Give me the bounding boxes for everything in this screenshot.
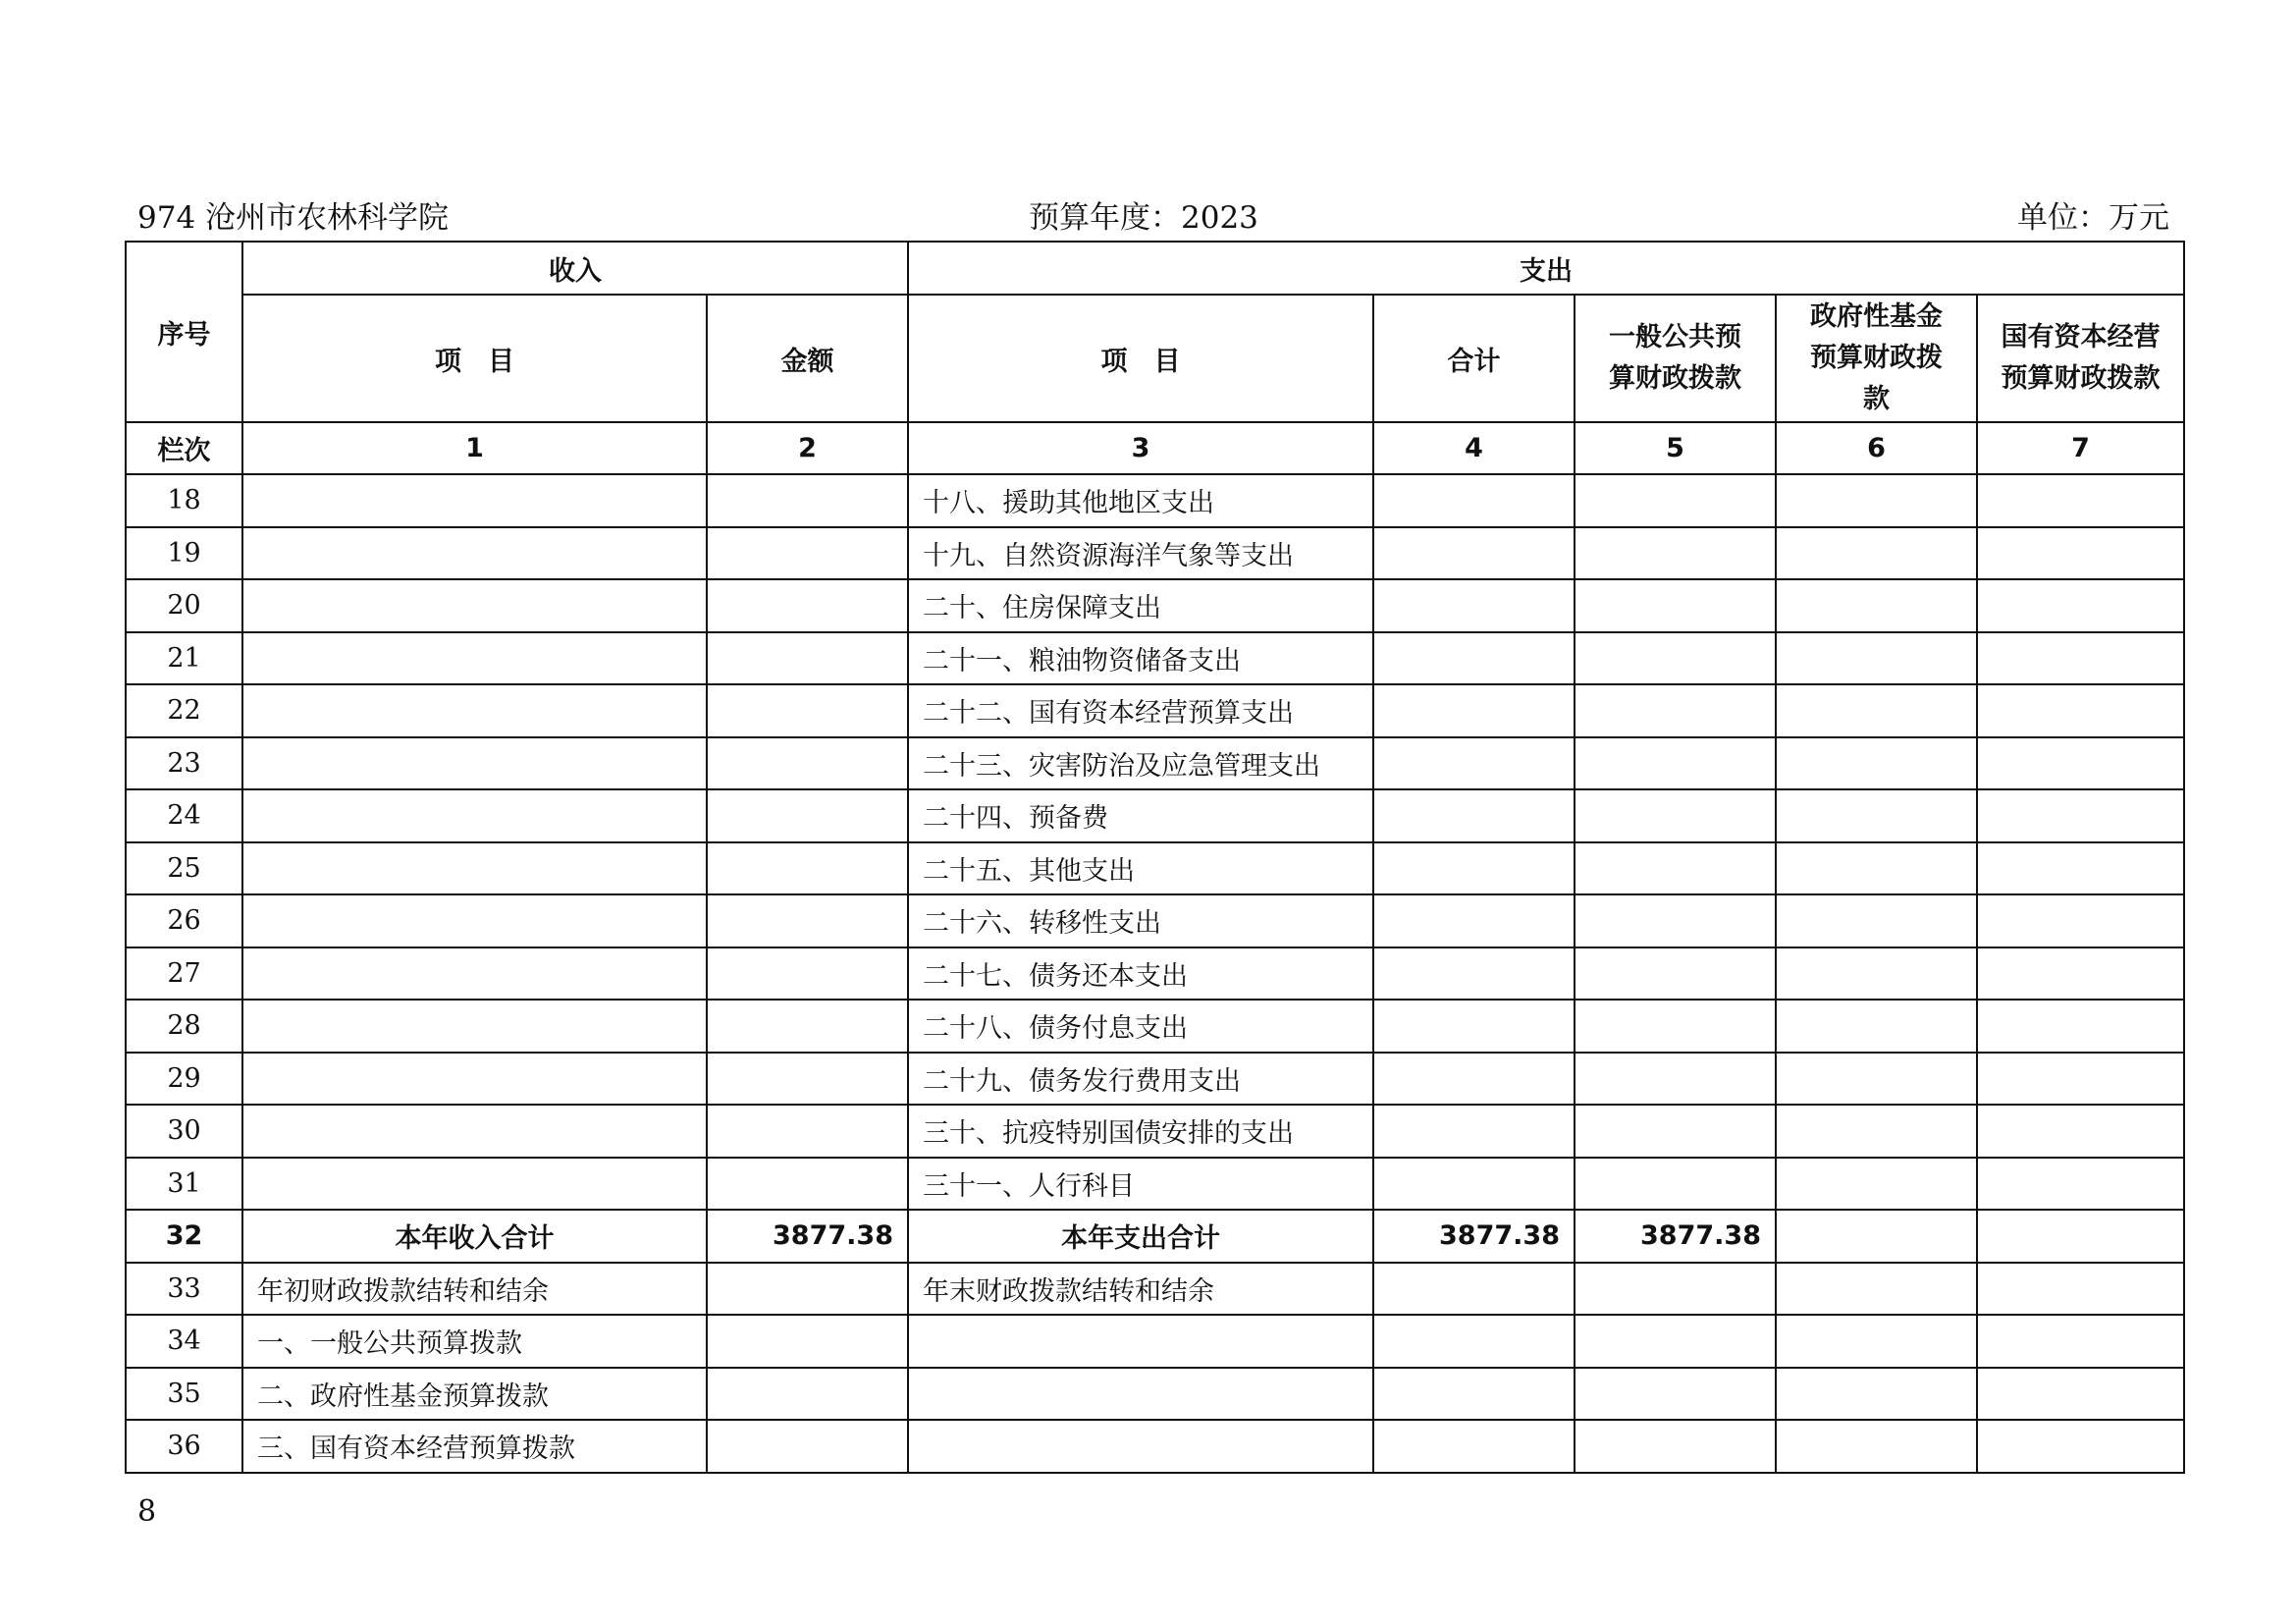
expense-state: [1977, 842, 2184, 895]
row-seq: 22: [126, 684, 242, 737]
row-seq: 32: [126, 1210, 242, 1263]
column-number: 6: [1776, 422, 1977, 474]
expense-total: [1373, 1053, 1575, 1106]
expense-fund: [1776, 1263, 1977, 1316]
expense-fund: [1776, 789, 1977, 842]
expense-state: [1977, 1105, 2184, 1158]
income-item: 一、一般公共预算拨款: [242, 1315, 707, 1368]
expense-general: [1575, 579, 1776, 632]
expense-item: 十九、自然资源海洋气象等支出: [908, 527, 1373, 580]
expense-item: 本年支出合计: [908, 1210, 1373, 1263]
row-seq: 33: [126, 1263, 242, 1316]
row-seq: 36: [126, 1420, 242, 1473]
table-row: [126, 684, 2184, 737]
expense-state: [1977, 947, 2184, 1001]
expense-item: 二十、住房保障支出: [908, 579, 1373, 632]
expense-fund: [1776, 527, 1977, 580]
expense-total: [1373, 1000, 1575, 1053]
page-header: [126, 189, 2169, 236]
expense-total: [1373, 1105, 1575, 1158]
expense-fund: [1776, 894, 1977, 947]
expense-state: [1977, 737, 2184, 790]
currency-unit: 单位：万元: [2017, 200, 2169, 236]
expense-total: [1373, 684, 1575, 737]
income-item: 二、政府性基金预算拨款: [242, 1368, 707, 1421]
column-number: 3: [908, 422, 1373, 474]
row-seq: 34: [126, 1315, 242, 1368]
income-item: [242, 842, 707, 895]
expense-fund: [1776, 474, 1977, 527]
expense-total: [1373, 1368, 1575, 1421]
expense-fund: [1776, 1000, 1977, 1053]
expense-total: [1373, 527, 1575, 580]
table-row: [126, 579, 2184, 632]
expense-state: [1977, 1210, 2184, 1263]
expense-general: [1575, 947, 1776, 1001]
expense-total: [1373, 632, 1575, 685]
income-amount: [707, 579, 908, 632]
expense-general: [1575, 1368, 1776, 1421]
table-row: [126, 527, 2184, 580]
expense-item: 二十九、债务发行费用支出: [908, 1053, 1373, 1106]
column-number: 2: [707, 422, 908, 474]
income-amount: [707, 1420, 908, 1473]
table-row: [126, 1263, 2184, 1316]
expense-general: [1575, 1420, 1776, 1473]
header-expense-general: 一般公共预算财政拨款: [1575, 295, 1776, 422]
expense-item: 二十七、债务还本支出: [908, 947, 1373, 1001]
table-row: [126, 737, 2184, 790]
table-row: [126, 789, 2184, 842]
expense-item: 二十一、粮油物资储备支出: [908, 632, 1373, 685]
expense-total: [1373, 737, 1575, 790]
expense-total: [1373, 1263, 1575, 1316]
expense-state: [1977, 527, 2184, 580]
expense-item: [908, 1420, 1373, 1473]
expense-state: [1977, 1368, 2184, 1421]
expense-total: [1373, 947, 1575, 1001]
income-item: [242, 894, 707, 947]
expense-general: 3877.38: [1575, 1210, 1776, 1263]
table-row: [126, 1210, 2184, 1263]
expense-general: [1575, 474, 1776, 527]
expense-general: [1575, 684, 1776, 737]
income-item: [242, 527, 707, 580]
expense-general: [1575, 527, 1776, 580]
expense-general: [1575, 1315, 1776, 1368]
income-item: 年初财政拨款结转和结余: [242, 1263, 707, 1316]
income-item: [242, 632, 707, 685]
expense-total: [1373, 894, 1575, 947]
header-expense-fund: 政府性基金预算财政拨款: [1776, 295, 1977, 422]
income-amount: [707, 894, 908, 947]
expense-state: [1977, 1420, 2184, 1473]
income-amount: [707, 632, 908, 685]
income-amount: 3877.38: [707, 1210, 908, 1263]
expense-state: [1977, 579, 2184, 632]
expense-item: 三十一、人行科目: [908, 1158, 1373, 1211]
expense-state: [1977, 1053, 2184, 1106]
table-row: [126, 632, 2184, 685]
expense-general: [1575, 737, 1776, 790]
expense-state: [1977, 894, 2184, 947]
income-item: [242, 684, 707, 737]
expense-fund: [1776, 737, 1977, 790]
expense-general: [1575, 842, 1776, 895]
row-seq: 21: [126, 632, 242, 685]
row-seq: 19: [126, 527, 242, 580]
table-row: [126, 1315, 2184, 1368]
table-row: [126, 1105, 2184, 1158]
expense-state: [1977, 1315, 2184, 1368]
expense-state: [1977, 684, 2184, 737]
header-seq: 序号: [126, 242, 242, 422]
expense-state: [1977, 1263, 2184, 1316]
unit-name: 974 沧州市农林科学院: [137, 200, 450, 236]
expense-general: [1575, 1053, 1776, 1106]
income-amount: [707, 737, 908, 790]
expense-fund: [1776, 1420, 1977, 1473]
expense-item: [908, 1368, 1373, 1421]
row-seq: 29: [126, 1053, 242, 1106]
expense-item: 二十四、预备费: [908, 789, 1373, 842]
header-expense-state: 国有资本经营预算财政拨款: [1977, 295, 2184, 422]
row-seq: 28: [126, 1000, 242, 1053]
income-amount: [707, 947, 908, 1001]
table-row: [126, 947, 2184, 1001]
budget-year: 预算年度：2023: [1029, 200, 1258, 236]
expense-item: 二十三、灾害防治及应急管理支出: [908, 737, 1373, 790]
column-number: 5: [1575, 422, 1776, 474]
header-income-amount: 金额: [707, 295, 908, 422]
expense-fund: [1776, 1210, 1977, 1263]
income-item: [242, 474, 707, 527]
table-row: [126, 1368, 2184, 1421]
expense-total: [1373, 789, 1575, 842]
income-item: [242, 1053, 707, 1106]
expense-fund: [1776, 1158, 1977, 1211]
expense-total: [1373, 579, 1575, 632]
expense-fund: [1776, 1315, 1977, 1368]
income-item: [242, 789, 707, 842]
expense-item: 十八、援助其他地区支出: [908, 474, 1373, 527]
header-income-item: 项 目: [242, 295, 707, 422]
income-item: [242, 579, 707, 632]
row-seq: 23: [126, 737, 242, 790]
expense-state: [1977, 1158, 2184, 1211]
income-amount: [707, 1263, 908, 1316]
expense-fund: [1776, 684, 1977, 737]
row-seq: 26: [126, 894, 242, 947]
row-seq: 20: [126, 579, 242, 632]
income-amount: [707, 1368, 908, 1421]
expense-state: [1977, 789, 2184, 842]
row-seq: 35: [126, 1368, 242, 1421]
column-number: 4: [1373, 422, 1575, 474]
expense-general: [1575, 632, 1776, 685]
table-row: [126, 1053, 2184, 1106]
expense-general: [1575, 1000, 1776, 1053]
income-item: 三、国有资本经营预算拨款: [242, 1420, 707, 1473]
expense-state: [1977, 474, 2184, 527]
header-expense-group: 支出: [908, 242, 2184, 295]
expense-state: [1977, 1000, 2184, 1053]
income-item: [242, 947, 707, 1001]
income-amount: [707, 789, 908, 842]
expense-fund: [1776, 1053, 1977, 1106]
expense-fund: [1776, 947, 1977, 1001]
row-seq: 27: [126, 947, 242, 1001]
income-amount: [707, 474, 908, 527]
expense-state: [1977, 632, 2184, 685]
expense-general: [1575, 894, 1776, 947]
row-seq: 18: [126, 474, 242, 527]
expense-fund: [1776, 632, 1977, 685]
expense-fund: [1776, 579, 1977, 632]
expense-fund: [1776, 1105, 1977, 1158]
table-row: [126, 894, 2184, 947]
table-row: [126, 1420, 2184, 1473]
income-amount: [707, 1315, 908, 1368]
column-number: 7: [1977, 422, 2184, 474]
column-number: 1: [242, 422, 707, 474]
expense-item: 二十八、债务付息支出: [908, 1000, 1373, 1053]
expense-total: [1373, 1315, 1575, 1368]
income-amount: [707, 1053, 908, 1106]
header-income-group: 收入: [242, 242, 908, 295]
expense-fund: [1776, 1368, 1977, 1421]
expense-item: 二十五、其他支出: [908, 842, 1373, 895]
income-amount: [707, 684, 908, 737]
column-row-label: 栏次: [126, 422, 242, 474]
income-amount: [707, 1000, 908, 1053]
income-item: [242, 1000, 707, 1053]
income-item: 本年收入合计: [242, 1210, 707, 1263]
table-row: [126, 1158, 2184, 1211]
table-row: [126, 474, 2184, 527]
expense-item: 年末财政拨款结转和结余: [908, 1263, 1373, 1316]
table-row: [126, 842, 2184, 895]
table-row: [126, 1000, 2184, 1053]
income-amount: [707, 1105, 908, 1158]
expense-total: [1373, 1420, 1575, 1473]
income-item: [242, 737, 707, 790]
expense-item: 二十六、转移性支出: [908, 894, 1373, 947]
expense-total: [1373, 842, 1575, 895]
header-expense-item: 项 目: [908, 295, 1373, 422]
expense-general: [1575, 1105, 1776, 1158]
page-number: 8: [137, 1494, 157, 1529]
income-item: [242, 1105, 707, 1158]
header-expense-total: 合计: [1373, 295, 1575, 422]
income-amount: [707, 842, 908, 895]
expense-total: [1373, 474, 1575, 527]
expense-item: 三十、抗疫特别国债安排的支出: [908, 1105, 1373, 1158]
income-item: [242, 1158, 707, 1211]
expense-fund: [1776, 842, 1977, 895]
expense-item: [908, 1315, 1373, 1368]
expense-total: 3877.38: [1373, 1210, 1575, 1263]
row-seq: 24: [126, 789, 242, 842]
row-seq: 30: [126, 1105, 242, 1158]
expense-general: [1575, 789, 1776, 842]
expense-item: 二十二、国有资本经营预算支出: [908, 684, 1373, 737]
expense-total: [1373, 1158, 1575, 1211]
row-seq: 25: [126, 842, 242, 895]
budget-table: [125, 241, 2185, 1474]
income-amount: [707, 1158, 908, 1211]
income-amount: [707, 527, 908, 580]
expense-general: [1575, 1158, 1776, 1211]
expense-general: [1575, 1263, 1776, 1316]
row-seq: 31: [126, 1158, 242, 1211]
